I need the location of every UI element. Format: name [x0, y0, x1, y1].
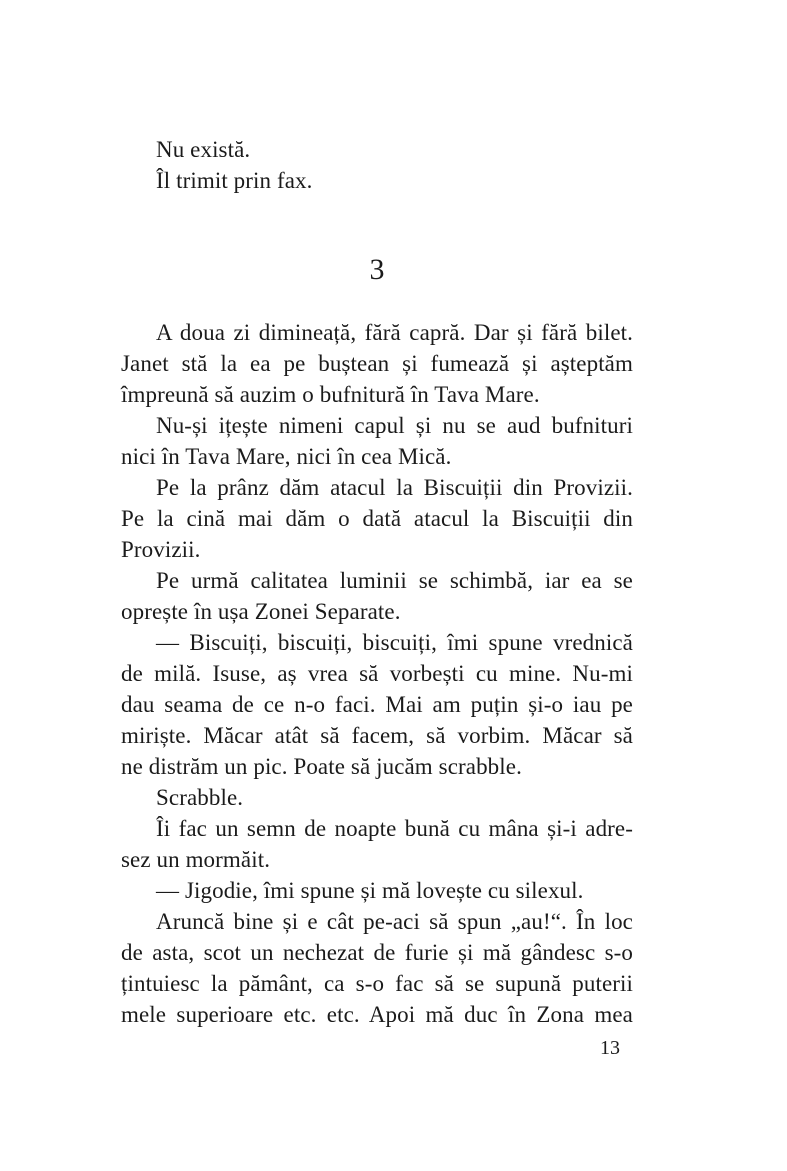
paragraph	[121, 875, 633, 906]
text-line: Provizii.	[121, 537, 201, 562]
text-line: mele superioare etc. etc. Apoi mă duc în Zona mea	[121, 1002, 633, 1027]
text-line: miriște. Măcar atât să facem, să vorbim. Măcar să	[121, 723, 633, 748]
text-block	[121, 134, 633, 1061]
paragraph	[121, 410, 633, 472]
text-line: Nu-și ițește nimeni capul și nu se aud bufnituri	[156, 413, 633, 438]
text-line: ne distrăm un pic. Poate să jucăm scrabble.	[121, 754, 522, 779]
text-line: împreună să auzim o bufnitură în Tava Mare.	[121, 382, 540, 407]
text-line: Pe urmă calitatea luminii se schimbă, iar ea se	[156, 568, 633, 593]
text-line: de asta, scot un nechezat de furie și mă gândesc s-o	[121, 940, 633, 965]
text-line: oprește în ușa Zonei Separate.	[121, 599, 401, 624]
text-line: Pe la cină mai dăm o dată atacul la Biscuiții din	[121, 506, 633, 531]
text-line: Janet stă la ea pe buștean și fumează și așteptăm	[121, 351, 633, 376]
paragraph	[121, 472, 633, 565]
text-line: sez un mormăit.	[121, 847, 271, 872]
text-line: Scrabble.	[156, 785, 244, 810]
text-line: nici în Tava Mare, nici în cea Mică.	[121, 444, 452, 469]
text-line: A doua zi dimineață, fără capră. Dar și fără bilet.	[156, 320, 633, 345]
text-line: — Jigodie, îmi spune și mă lovește cu silexul.	[156, 878, 584, 903]
paragraph	[121, 782, 633, 813]
page-number: 13	[600, 1037, 620, 1059]
paragraph	[121, 317, 633, 410]
text-line: Îl trimit prin fax.	[156, 168, 313, 193]
text-line: dau seama de ce n-o faci. Mai am puțin și-o iau pe	[121, 692, 633, 717]
text-line: — Biscuiți, biscuiți, biscuiți, îmi spune vrednică	[156, 630, 633, 655]
paragraph	[121, 565, 633, 627]
chapter-body	[121, 317, 633, 1030]
text-line: Nu există.	[156, 137, 251, 162]
paragraph	[121, 813, 633, 875]
text-line: Îi fac un semn de noapte bună cu mâna și-i adre-	[156, 816, 633, 841]
text-line: țintuiesc la pământ, ca s-o fac să se supună puterii	[121, 971, 633, 996]
paragraph	[121, 134, 633, 165]
carryover-paragraphs	[121, 134, 633, 196]
paragraph	[121, 906, 633, 1030]
text-line: de milă. Isuse, aș vrea să vorbești cu mine. Nu-mi	[121, 661, 633, 686]
chapter-number-heading: 3	[369, 253, 385, 286]
text-line: Pe la prânz dăm atacul la Biscuiții din Provizii.	[156, 475, 633, 500]
paragraph	[121, 627, 633, 782]
text-line: Aruncă bine și e cât pe-aci să spun „au!“. În loc	[156, 909, 633, 934]
paragraph	[121, 165, 633, 196]
